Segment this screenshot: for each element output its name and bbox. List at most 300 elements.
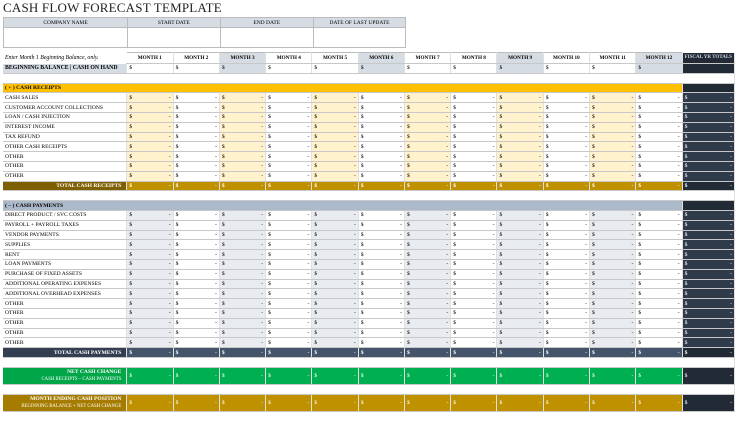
value-cell[interactable]	[590, 269, 636, 279]
value-cell[interactable]	[219, 220, 265, 230]
beginning-balance-cell[interactable]	[590, 64, 636, 74]
beginning-balance-cell[interactable]	[543, 64, 589, 74]
value-cell[interactable]	[266, 308, 312, 318]
value-cell[interactable]	[451, 279, 497, 289]
value-cell[interactable]	[127, 93, 173, 103]
value-cell[interactable]	[127, 279, 173, 289]
value-cell[interactable]	[451, 240, 497, 250]
value-cell[interactable]	[543, 299, 589, 309]
value-cell[interactable]	[590, 210, 636, 220]
start-date-field[interactable]	[128, 28, 221, 48]
value-cell[interactable]	[543, 338, 589, 348]
beginning-balance-cell[interactable]	[497, 64, 543, 74]
value-cell[interactable]	[266, 152, 312, 162]
value-cell[interactable]	[173, 240, 219, 250]
value-cell[interactable]	[451, 122, 497, 132]
value-cell[interactable]	[266, 220, 312, 230]
value-cell[interactable]	[266, 103, 312, 113]
value-cell[interactable]	[590, 112, 636, 122]
value-cell[interactable]	[636, 132, 682, 142]
value-cell[interactable]	[173, 132, 219, 142]
value-cell[interactable]	[636, 161, 682, 171]
value-cell[interactable]	[543, 240, 589, 250]
value-cell[interactable]	[590, 142, 636, 152]
value-cell[interactable]	[497, 240, 543, 250]
value-cell[interactable]	[127, 220, 173, 230]
value-cell[interactable]	[404, 132, 450, 142]
value-cell[interactable]	[173, 299, 219, 309]
beginning-balance-cell[interactable]	[451, 64, 497, 74]
value-cell[interactable]	[219, 171, 265, 181]
value-cell[interactable]	[590, 318, 636, 328]
value-cell[interactable]	[636, 250, 682, 260]
value-cell[interactable]	[219, 161, 265, 171]
value-cell[interactable]	[636, 328, 682, 338]
value-cell[interactable]	[590, 93, 636, 103]
value-cell[interactable]	[173, 318, 219, 328]
value-cell[interactable]	[173, 152, 219, 162]
value-cell[interactable]	[636, 103, 682, 113]
value-cell[interactable]	[590, 338, 636, 348]
value-cell[interactable]	[590, 171, 636, 181]
value-cell[interactable]	[404, 289, 450, 299]
value-cell[interactable]	[543, 289, 589, 299]
value-cell[interactable]	[219, 250, 265, 260]
value-cell[interactable]	[404, 220, 450, 230]
value-cell[interactable]	[358, 308, 404, 318]
value-cell[interactable]	[497, 328, 543, 338]
value-cell[interactable]	[543, 220, 589, 230]
value-cell[interactable]	[127, 338, 173, 348]
value-cell[interactable]	[127, 171, 173, 181]
value-cell[interactable]	[497, 171, 543, 181]
value-cell[interactable]	[404, 338, 450, 348]
value-cell[interactable]	[358, 318, 404, 328]
value-cell[interactable]	[219, 338, 265, 348]
value-cell[interactable]	[590, 132, 636, 142]
value-cell[interactable]	[543, 161, 589, 171]
value-cell[interactable]	[312, 240, 358, 250]
value-cell[interactable]	[219, 112, 265, 122]
beginning-balance-cell[interactable]	[266, 64, 312, 74]
value-cell[interactable]	[358, 299, 404, 309]
value-cell[interactable]	[451, 230, 497, 240]
value-cell[interactable]	[404, 161, 450, 171]
value-cell[interactable]	[497, 152, 543, 162]
value-cell[interactable]	[219, 122, 265, 132]
value-cell[interactable]	[404, 152, 450, 162]
value-cell[interactable]	[451, 132, 497, 142]
value-cell[interactable]	[219, 279, 265, 289]
value-cell[interactable]	[312, 259, 358, 269]
value-cell[interactable]	[173, 103, 219, 113]
value-cell[interactable]	[173, 269, 219, 279]
value-cell[interactable]	[219, 318, 265, 328]
value-cell[interactable]	[358, 142, 404, 152]
value-cell[interactable]	[266, 240, 312, 250]
money-value	[222, 65, 263, 71]
value-cell[interactable]	[636, 171, 682, 181]
value-cell[interactable]	[312, 122, 358, 132]
value-cell[interactable]	[127, 161, 173, 171]
value-cell[interactable]	[358, 210, 404, 220]
value-cell[interactable]	[543, 259, 589, 269]
value-cell[interactable]	[312, 250, 358, 260]
value-cell[interactable]	[451, 220, 497, 230]
value-cell[interactable]	[497, 259, 543, 269]
value-cell[interactable]	[358, 132, 404, 142]
value-cell[interactable]	[636, 240, 682, 250]
value-cell[interactable]	[497, 122, 543, 132]
value-cell[interactable]	[497, 161, 543, 171]
value-cell[interactable]	[451, 328, 497, 338]
value-cell[interactable]	[590, 328, 636, 338]
beginning-balance-cell[interactable]	[358, 64, 404, 74]
value-cell[interactable]	[636, 318, 682, 328]
value-cell[interactable]	[358, 328, 404, 338]
value-cell[interactable]	[312, 299, 358, 309]
value-cell[interactable]	[312, 328, 358, 338]
value-cell[interactable]	[358, 338, 404, 348]
value-cell[interactable]	[636, 220, 682, 230]
value-cell[interactable]	[266, 269, 312, 279]
value-cell[interactable]	[404, 93, 450, 103]
value-cell[interactable]	[127, 112, 173, 122]
value-cell[interactable]	[173, 210, 219, 220]
value-cell[interactable]	[543, 230, 589, 240]
value-cell[interactable]	[451, 269, 497, 279]
value-cell[interactable]	[312, 93, 358, 103]
value-cell[interactable]	[127, 328, 173, 338]
value-cell[interactable]	[358, 240, 404, 250]
value-cell[interactable]	[358, 289, 404, 299]
value-cell[interactable]	[312, 289, 358, 299]
value-cell[interactable]	[127, 259, 173, 269]
value-cell[interactable]	[312, 230, 358, 240]
value-cell[interactable]	[451, 161, 497, 171]
value-cell[interactable]	[404, 269, 450, 279]
value-cell[interactable]	[404, 122, 450, 132]
value-cell[interactable]	[543, 318, 589, 328]
value-cell[interactable]	[590, 299, 636, 309]
end-date-field[interactable]	[220, 28, 313, 48]
value-cell[interactable]	[543, 210, 589, 220]
value-cell[interactable]	[590, 220, 636, 230]
value-cell[interactable]	[404, 308, 450, 318]
value-cell[interactable]	[636, 152, 682, 162]
value-cell[interactable]	[127, 289, 173, 299]
value-cell[interactable]	[543, 152, 589, 162]
value-cell[interactable]	[219, 132, 265, 142]
value-cell[interactable]	[590, 103, 636, 113]
value-cell[interactable]	[404, 299, 450, 309]
value-cell[interactable]	[219, 269, 265, 279]
value-cell[interactable]	[127, 250, 173, 260]
value-cell[interactable]	[543, 328, 589, 338]
value-cell[interactable]	[543, 132, 589, 142]
amount: -	[353, 310, 356, 317]
value-cell[interactable]	[451, 259, 497, 269]
value-cell[interactable]	[312, 308, 358, 318]
value-cell[interactable]	[590, 161, 636, 171]
value-cell[interactable]	[358, 171, 404, 181]
value-cell[interactable]	[127, 122, 173, 132]
value-cell[interactable]	[219, 289, 265, 299]
value-cell[interactable]	[358, 220, 404, 230]
value-cell[interactable]	[127, 308, 173, 318]
value-cell[interactable]	[127, 269, 173, 279]
value-cell[interactable]	[358, 103, 404, 113]
value-cell[interactable]	[266, 112, 312, 122]
value-cell[interactable]	[636, 259, 682, 269]
value-cell[interactable]	[358, 259, 404, 269]
value-cell[interactable]	[312, 142, 358, 152]
value-cell[interactable]	[636, 299, 682, 309]
value-cell[interactable]	[266, 210, 312, 220]
money-value	[499, 281, 540, 287]
value-cell[interactable]	[451, 299, 497, 309]
value-cell[interactable]	[219, 328, 265, 338]
beginning-balance-cell[interactable]	[173, 64, 219, 74]
value-cell[interactable]	[404, 279, 450, 289]
value-cell[interactable]	[497, 142, 543, 152]
value-cell[interactable]	[219, 152, 265, 162]
value-cell[interactable]	[543, 142, 589, 152]
value-cell[interactable]	[127, 230, 173, 240]
currency-symbol: $	[129, 261, 133, 268]
value-cell[interactable]	[636, 308, 682, 318]
value-cell[interactable]	[404, 103, 450, 113]
value-cell[interactable]	[266, 338, 312, 348]
beginning-balance-cell[interactable]	[312, 64, 358, 74]
value-cell[interactable]	[127, 103, 173, 113]
value-cell[interactable]	[451, 103, 497, 113]
value-cell[interactable]	[590, 240, 636, 250]
value-cell[interactable]	[312, 152, 358, 162]
value-cell[interactable]	[404, 112, 450, 122]
value-cell[interactable]	[266, 250, 312, 260]
value-cell[interactable]	[636, 269, 682, 279]
value-cell[interactable]	[358, 152, 404, 162]
value-cell[interactable]	[451, 250, 497, 260]
value-cell[interactable]	[173, 142, 219, 152]
value-cell[interactable]	[127, 210, 173, 220]
value-cell[interactable]	[266, 161, 312, 171]
value-cell[interactable]	[451, 308, 497, 318]
last-update-field[interactable]	[313, 28, 406, 48]
value-cell[interactable]	[312, 132, 358, 142]
value-cell[interactable]	[266, 299, 312, 309]
value-cell[interactable]	[219, 142, 265, 152]
value-cell[interactable]	[312, 103, 358, 113]
value-cell[interactable]	[358, 161, 404, 171]
value-cell[interactable]	[127, 318, 173, 328]
value-cell[interactable]	[404, 259, 450, 269]
value-cell[interactable]	[590, 289, 636, 299]
value-cell[interactable]	[590, 122, 636, 132]
value-cell[interactable]	[451, 318, 497, 328]
value-cell[interactable]	[636, 279, 682, 289]
value-cell[interactable]	[173, 220, 219, 230]
value-cell[interactable]	[590, 308, 636, 318]
value-cell[interactable]	[312, 220, 358, 230]
value-cell[interactable]	[219, 210, 265, 220]
value-cell[interactable]	[497, 93, 543, 103]
value-cell[interactable]	[312, 112, 358, 122]
value-cell[interactable]	[219, 299, 265, 309]
value-cell[interactable]	[127, 240, 173, 250]
value-cell[interactable]	[543, 112, 589, 122]
value-cell[interactable]	[173, 308, 219, 318]
value-cell[interactable]	[451, 338, 497, 348]
value-cell[interactable]	[451, 171, 497, 181]
value-cell[interactable]	[266, 171, 312, 181]
value-cell[interactable]	[173, 93, 219, 103]
value-cell[interactable]	[358, 122, 404, 132]
value-cell[interactable]	[266, 230, 312, 240]
value-cell[interactable]	[404, 250, 450, 260]
value-cell[interactable]	[266, 318, 312, 328]
value-cell[interactable]	[451, 289, 497, 299]
currency-symbol: $	[314, 271, 318, 278]
value-cell[interactable]	[358, 279, 404, 289]
value-cell[interactable]	[543, 93, 589, 103]
value-cell[interactable]	[312, 269, 358, 279]
value-cell[interactable]	[173, 328, 219, 338]
value-cell[interactable]	[404, 328, 450, 338]
value-cell[interactable]	[404, 240, 450, 250]
value-cell[interactable]	[404, 142, 450, 152]
money-value	[176, 330, 217, 336]
value-cell[interactable]	[173, 289, 219, 299]
value-cell[interactable]	[173, 230, 219, 240]
value-cell[interactable]	[543, 171, 589, 181]
value-cell[interactable]	[312, 279, 358, 289]
value-cell[interactable]	[497, 318, 543, 328]
value-cell[interactable]	[497, 289, 543, 299]
value-cell[interactable]	[636, 230, 682, 240]
value-cell[interactable]	[173, 112, 219, 122]
value-cell[interactable]	[497, 299, 543, 309]
value-cell[interactable]	[451, 142, 497, 152]
value-cell[interactable]	[543, 103, 589, 113]
value-cell[interactable]	[543, 269, 589, 279]
value-cell[interactable]	[266, 279, 312, 289]
value-cell[interactable]	[497, 132, 543, 142]
value-cell[interactable]	[590, 279, 636, 289]
value-cell[interactable]	[266, 259, 312, 269]
value-cell[interactable]	[543, 308, 589, 318]
beginning-balance-cell[interactable]	[636, 64, 682, 74]
value-cell[interactable]	[497, 210, 543, 220]
value-cell[interactable]	[173, 279, 219, 289]
value-cell[interactable]	[312, 338, 358, 348]
value-cell[interactable]	[497, 112, 543, 122]
value-cell[interactable]	[497, 230, 543, 240]
value-cell[interactable]	[636, 93, 682, 103]
value-cell[interactable]	[219, 93, 265, 103]
value-cell[interactable]	[266, 122, 312, 132]
currency-symbol: $	[453, 114, 457, 121]
value-cell[interactable]	[266, 289, 312, 299]
value-cell[interactable]	[590, 259, 636, 269]
value-cell[interactable]	[497, 279, 543, 289]
value-cell[interactable]	[173, 259, 219, 269]
value-cell[interactable]	[497, 103, 543, 113]
value-cell[interactable]	[312, 161, 358, 171]
beginning-balance-cell[interactable]	[219, 64, 265, 74]
value-cell[interactable]	[312, 210, 358, 220]
value-cell[interactable]	[590, 230, 636, 240]
value-cell[interactable]	[404, 171, 450, 181]
value-cell[interactable]	[404, 210, 450, 220]
value-cell[interactable]	[590, 250, 636, 260]
value-cell[interactable]	[497, 250, 543, 260]
value-cell[interactable]	[219, 240, 265, 250]
value-cell[interactable]	[497, 308, 543, 318]
value-cell[interactable]	[312, 318, 358, 328]
value-cell[interactable]	[636, 289, 682, 299]
value-cell[interactable]	[266, 328, 312, 338]
value-cell[interactable]	[127, 132, 173, 142]
value-cell[interactable]	[543, 279, 589, 289]
value-cell[interactable]	[543, 122, 589, 132]
value-cell[interactable]	[173, 161, 219, 171]
value-cell[interactable]	[636, 122, 682, 132]
value-cell[interactable]	[636, 112, 682, 122]
value-cell[interactable]	[451, 112, 497, 122]
table-row	[3, 220, 735, 230]
value-cell[interactable]	[497, 220, 543, 230]
value-cell[interactable]	[127, 299, 173, 309]
value-cell[interactable]	[266, 93, 312, 103]
beginning-balance-cell[interactable]	[127, 64, 173, 74]
value-cell[interactable]	[358, 230, 404, 240]
value-cell[interactable]	[404, 230, 450, 240]
value-cell[interactable]	[451, 93, 497, 103]
value-cell[interactable]	[127, 142, 173, 152]
company-name-field[interactable]	[4, 28, 128, 48]
value-cell[interactable]	[219, 103, 265, 113]
value-cell[interactable]	[590, 152, 636, 162]
value-cell[interactable]	[451, 152, 497, 162]
value-cell[interactable]	[636, 338, 682, 348]
value-cell[interactable]	[173, 338, 219, 348]
value-cell[interactable]	[404, 318, 450, 328]
beginning-balance-cell[interactable]	[404, 64, 450, 74]
value-cell[interactable]	[219, 308, 265, 318]
value-cell[interactable]	[219, 259, 265, 269]
value-cell[interactable]	[312, 171, 358, 181]
value-cell[interactable]	[358, 269, 404, 279]
value-cell[interactable]	[173, 171, 219, 181]
value-cell[interactable]	[219, 230, 265, 240]
value-cell[interactable]	[636, 142, 682, 152]
value-cell[interactable]	[266, 142, 312, 152]
value-cell[interactable]	[543, 250, 589, 260]
value-cell[interactable]	[266, 132, 312, 142]
value-cell[interactable]	[173, 250, 219, 260]
value-cell[interactable]	[451, 210, 497, 220]
value-cell[interactable]	[497, 338, 543, 348]
value-cell[interactable]	[358, 250, 404, 260]
value-cell[interactable]	[358, 93, 404, 103]
value-cell[interactable]	[358, 112, 404, 122]
value-cell[interactable]	[127, 152, 173, 162]
value-cell[interactable]	[636, 210, 682, 220]
value-cell[interactable]	[173, 122, 219, 132]
value-cell[interactable]	[497, 269, 543, 279]
